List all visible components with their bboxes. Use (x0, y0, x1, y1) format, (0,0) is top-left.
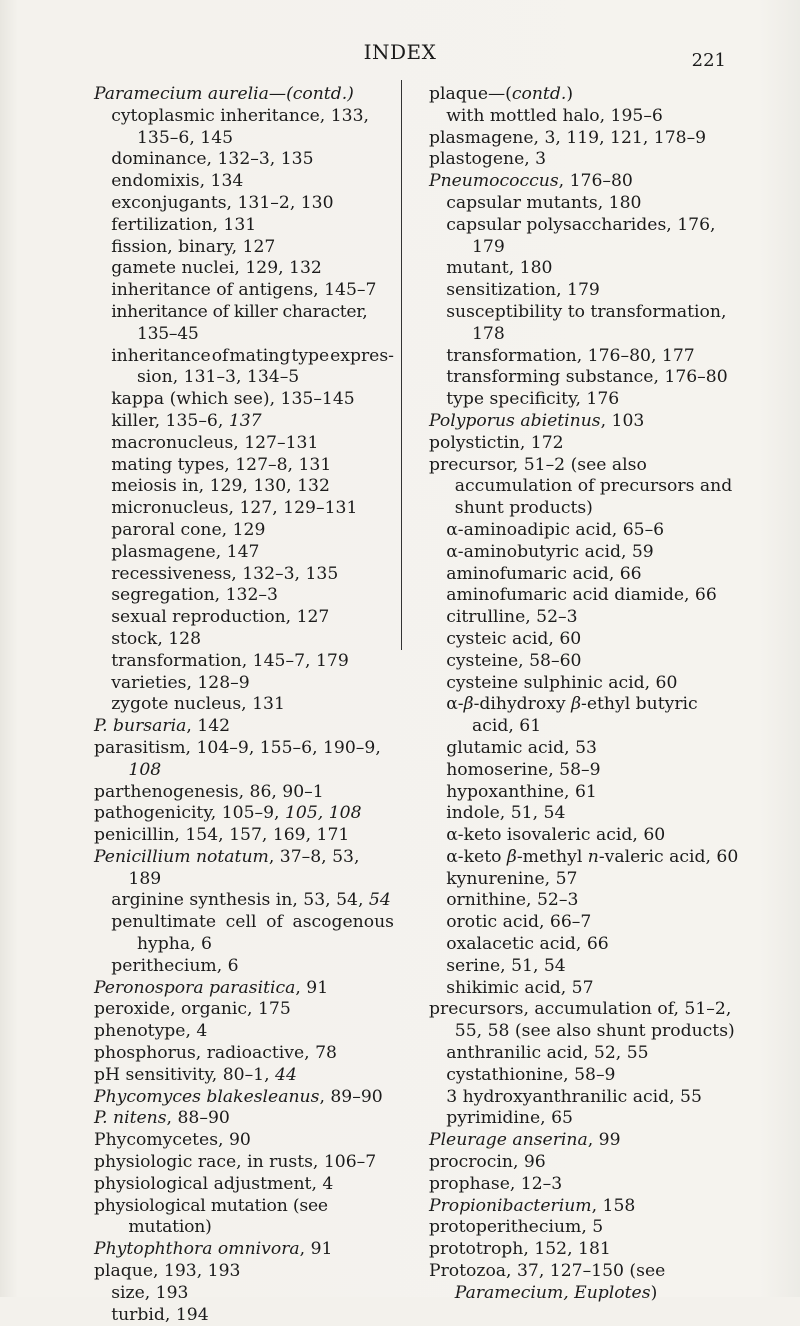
index-subentry: size, 193 (111, 1282, 189, 1303)
index-entry: P. nitens, 88–90 (94, 1108, 230, 1129)
index-entry: protoperithecium, 5 (429, 1217, 604, 1238)
index-entry: Phycomyces blakesleanus, 89–90 (94, 1086, 383, 1107)
index-subentry: stock, 128 (111, 628, 202, 649)
index-subentry: transformation, 176–80, 177 (446, 345, 695, 366)
index-subentry: inheritance of antigens, 145–7 (111, 280, 377, 301)
index-subentry: sensitization, 179 (446, 280, 600, 301)
index-subentry: plasmagene, 147 (111, 541, 260, 562)
index-subentry: α-aminobutyric acid, 59 (446, 541, 654, 562)
index-entry: plaque—(contd.) (429, 84, 574, 104)
index-subentry: meiosis in, 129, 130, 132 (111, 476, 330, 497)
index-subentry: susceptibility to transformation, 178 (446, 301, 727, 344)
index-subentry: paroral cone, 129 (111, 519, 266, 540)
index-subentry: cystathionine, 58–9 (446, 1064, 616, 1085)
index-subentry: mutant, 180 (446, 258, 553, 279)
index-entry: physiological adjustment, 4 (94, 1173, 334, 1194)
index-subentry: aminofumaric acid, 66 (446, 563, 642, 584)
index-subentry: inheritance of killer character, 135–45 (111, 301, 368, 344)
index-subentry: shikimic acid, 57 (446, 977, 594, 998)
index-subentry: α-β-dihydroxy β-ethyl butyric acid, 61 (446, 694, 698, 737)
index-entry: pH sensitivity, 80–1, 44 (94, 1064, 297, 1085)
index-subentry: α-keto isovaleric acid, 60 (446, 825, 666, 846)
index-subentry (94, 346, 394, 390)
index-entry: parthenogenesis, 86, 90–1 (94, 781, 324, 802)
index-subentry: killer, 135–6, 137 (111, 410, 262, 431)
index-entry: Propionibacterium, 158 (429, 1195, 636, 1216)
index-subentry: type specificity, 176 (446, 389, 620, 410)
entry-continuation: hypha, 6 (136, 934, 212, 955)
index-entry: phenotype, 4 (94, 1021, 208, 1042)
index-entry: physiological mutation (see mutation) (94, 1195, 328, 1238)
page-number: 221 (691, 50, 726, 71)
index-subentry: capsular mutants, 180 (446, 192, 642, 213)
index-subentry: cysteine, 58–60 (446, 650, 582, 671)
page-header (0, 36, 800, 76)
index-entry: procrocin, 96 (429, 1152, 546, 1173)
index-subentry: 3 hydroxyanthranilic acid, 55 (446, 1086, 702, 1107)
index-entry: Protozoa, 37, 127–150 (see Paramecium, Euplotes) (429, 1261, 666, 1303)
index-subentry: turbid, 194 (111, 1304, 209, 1325)
index-subentry: cysteine sulphinic acid, 60 (446, 672, 678, 693)
word: cell (225, 912, 257, 933)
word: type (291, 345, 330, 366)
index-subentry: varieties, 128–9 (111, 672, 250, 693)
index-subentry: homoserine, 58–9 (446, 759, 601, 780)
index-subentry: hypoxanthine, 61 (446, 781, 597, 802)
word: ascogenous (292, 912, 394, 933)
index-subentry: serine, 51, 54 (446, 955, 566, 976)
index-entry: parasitism, 104–9, 155–6, 190–9, 108 (94, 737, 381, 780)
index-subentry: anthranilic acid, 52, 55 (446, 1043, 649, 1064)
index-subentry: macronucleus, 127–131 (111, 432, 319, 453)
column-divider (401, 80, 402, 650)
index-subentry: transforming substance, 176–80 (446, 367, 728, 388)
index-entry: precursor, 51–2 (see also accumulation of precursors and shunt products) (429, 454, 733, 519)
index-entry: penicillin, 154, 157, 169, 171 (94, 825, 350, 846)
index-entry: plaque, 193, 193 (94, 1261, 241, 1282)
index-subentry: cytoplasmic inheritance, 133, 135–6, 145 (111, 105, 369, 148)
index-entry: Penicillium notatum, 37–8, 53, 189 (94, 846, 360, 889)
entry-continuation: sion, 131–3, 134–5 (136, 367, 300, 388)
index-subentry: kynurenine, 57 (446, 868, 578, 889)
index-entry: physiologic race, in rusts, 106–7 (94, 1152, 377, 1173)
index-entry: Pneumococcus, 176–80 (429, 171, 633, 192)
index-entry: Phytophthora omnivora, 91 (94, 1239, 333, 1260)
index-subentry: arginine synthesis in, 53, 54, 54 (111, 890, 391, 911)
index-subentry: oxalacetic acid, 66 (446, 934, 609, 955)
index-entry: plastogene, 3 (429, 149, 547, 170)
index-subentry: fission, binary, 127 (111, 236, 276, 257)
index-subentry: pyrimidine, 65 (446, 1108, 573, 1129)
index-subentry: indole, 51, 54 (446, 803, 566, 824)
index-entry: pathogenicity, 105–9, 105, 108 (94, 803, 362, 824)
index-entry: polystictin, 172 (429, 432, 564, 453)
index-subentry: ornithine, 52–3 (446, 890, 579, 911)
word: inheritance (111, 345, 211, 366)
index-subentry: orotic acid, 66–7 (446, 912, 592, 933)
entry-contd: —(contd.) (268, 84, 354, 104)
index-column-left (94, 84, 394, 1326)
index-entry: peroxide, organic, 175 (94, 999, 291, 1020)
index-subentry: with mottled halo, 195–6 (446, 105, 663, 126)
index-subentry: aminofumaric acid diamide, 66 (446, 585, 717, 606)
index-subentry: dominance, 132–3, 135 (111, 149, 314, 170)
index-subentry: α-keto β-methyl n-valeric acid, 60 (446, 846, 739, 867)
index-subentry: exconjugants, 131–2, 130 (111, 192, 334, 213)
index-column-right (429, 84, 744, 1305)
index-subentry: kappa (which see), 135–145 (111, 389, 355, 410)
word: of (266, 912, 283, 933)
index-subentry: mating types, 127–8, 131 (111, 454, 332, 475)
index-subentry: gamete nuclei, 129, 132 (111, 258, 322, 279)
index-subentry: segregation, 132–3 (111, 585, 278, 606)
index-subentry: sexual reproduction, 127 (111, 607, 330, 628)
index-subentry: endomixis, 134 (111, 171, 244, 192)
index-entry: phosphorus, radioactive, 78 (94, 1043, 337, 1064)
index-subentry: zygote nucleus, 131 (111, 694, 285, 715)
entry-term: Paramecium aurelia (94, 84, 269, 104)
index-subentry: glutamic acid, 53 (446, 737, 597, 758)
index-subentry: α-aminoadipic acid, 65–6 (446, 519, 665, 540)
index-entry: prototroph, 152, 181 (429, 1239, 611, 1260)
index-subentry: micronucleus, 127, 129–131 (111, 498, 358, 519)
index-subentry: citrulline, 52–3 (446, 607, 578, 628)
index-entry (94, 84, 394, 106)
word: of (211, 345, 229, 366)
word: expres- (330, 345, 394, 366)
index-subentry: transformation, 145–7, 179 (111, 650, 349, 671)
index-entry: P. bursaria, 142 (94, 716, 231, 737)
index-entry: prophase, 12–3 (429, 1173, 563, 1194)
index-subentry: cysteic acid, 60 (446, 628, 582, 649)
index-subentry: fertilization, 131 (111, 214, 257, 235)
index-subentry: perithecium, 6 (111, 955, 239, 976)
word: mating (229, 345, 291, 366)
index-entry: precursors, accumulation of, 51–2, 55, 58 (see also shunt products) (429, 999, 735, 1042)
page-title: INDEX (363, 40, 437, 64)
index-entry: Polyporus abietinus, 103 (429, 410, 645, 431)
index-entry: Pleurage anserina, 99 (429, 1130, 621, 1151)
index-subentry (94, 912, 394, 956)
word: penultimate (111, 912, 217, 933)
index-subentry: recessiveness, 132–3, 135 (111, 563, 339, 584)
index-subentry: capsular polysaccharides, 176, 179 (446, 214, 716, 257)
index-entry: Phycomycetes, 90 (94, 1130, 251, 1151)
index-entry: plasmagene, 3, 119, 121, 178–9 (429, 127, 707, 148)
index-entry: Peronospora parasitica, 91 (94, 977, 329, 998)
